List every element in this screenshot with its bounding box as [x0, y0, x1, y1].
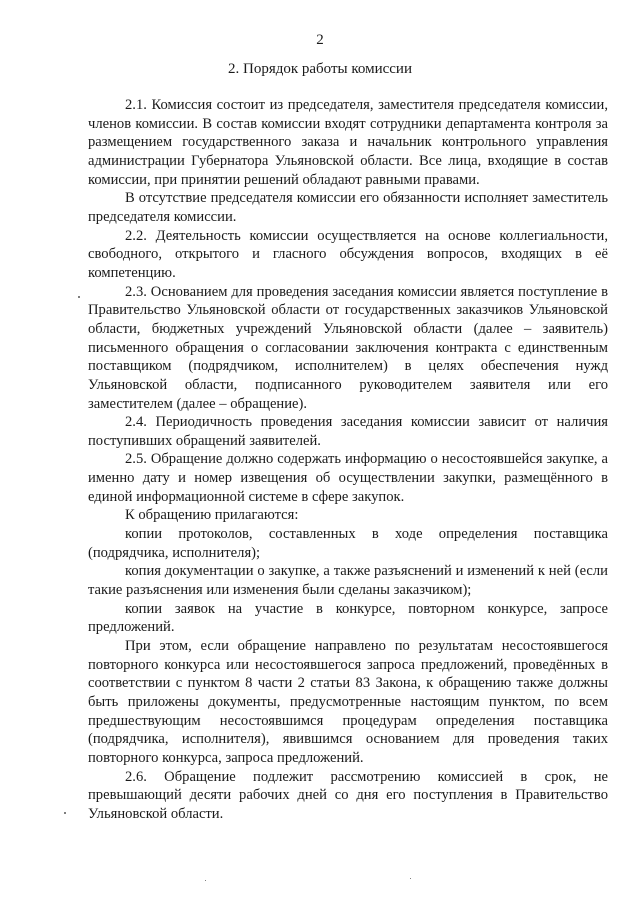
list-item-documentation: копия документации о закупке, а также разъяснений и изменений к ней (если такие разъяснения или изменения были сделаны заказчиком);: [88, 563, 608, 599]
document-body: [88, 96, 608, 824]
scan-speck: [64, 812, 66, 814]
paragraph-2-3: 2.3. Основанием для проведения заседания комиссии является поступление в Правительство Ульяновской области от государственных заказчиков Ульяновской области, бюджетных учреждений Ульяновской области (далее – заявитель) письменного обращения о согласовании заключения контракта с единственным поставщиком (подрядчиком, исполнителем) в целях обеспечения нужд Ульяновской области, подписанного руководителем заявителя или его заместителем (далее – обращение).: [88, 283, 608, 412]
paragraph-2-1: 2.1. Комиссия состоит из председателя, заместителя председателя комиссии, членов комиссии. В состав комиссии входят сотрудники департамента контроля за размещением государственного заказа и начальник контрольного управления администрации Губернатора Ульяновской области. Все лица, входящие в состав комиссии, при принятии решений обладают равными правами.: [88, 97, 608, 188]
list-item-protocols: копии протоколов, составленных в ходе определения поставщика (подрядчика, исполнителя);: [88, 526, 608, 561]
paragraph-2-4: 2.4. Периодичность проведения заседания комиссии зависит от наличия поступивших обращений заявителей.: [88, 414, 608, 449]
paragraph-2-2: 2.2. Деятельность комиссии осуществляется на основе коллегиальности, свободного, открытого и гласного обсуждения вопросов, входящих в её компетенцию.: [88, 227, 608, 281]
paragraph-2-5: 2.5. Обращение должно содержать информацию о несостоявшейся закупке, а именно дату и номер извещения об осуществлении закупки, размещённого в единой информационной системе в сфере закупок.: [88, 451, 608, 505]
section-title: 2. Порядок работы комиссии: [227, 61, 412, 77]
scan-speck: [205, 880, 206, 881]
paragraph-attachments-intro: К обращению прилагаются:: [125, 507, 299, 524]
page-number: 2: [316, 32, 324, 48]
paragraph-2-6: 2.6. Обращение подлежит рассмотрению комиссией в срок, не превышающий десяти рабочих дней со дня его поступления в Правительство Ульяновской области.: [88, 768, 608, 822]
scan-speck: [410, 878, 411, 879]
paragraph-repeat-procedures: При этом, если обращение направлено по результатам несостоявшегося повторного конкурса или несостоявшегося запроса предложений, проведённых в соответствии с пунктом 8 части 2 статьи 83 Закона, к обращению также должны быть приложены документы, предусмотренные настоящим пунктом, по всем предшествующим несостоявшимся процедурам определения поставщика (подрядчика, исполнителя), явившимся основанием для проведения таких повторного конкурса, запроса предложений.: [88, 638, 608, 766]
list-item-applications: копии заявок на участие в конкурсе, повторном конкурсе, запросе предложений.: [88, 600, 608, 636]
paragraph-deputy: В отсутствие председателя комиссии его обязанности исполняет заместитель председателя комиссии.: [88, 190, 608, 225]
scan-speck: [78, 296, 80, 298]
